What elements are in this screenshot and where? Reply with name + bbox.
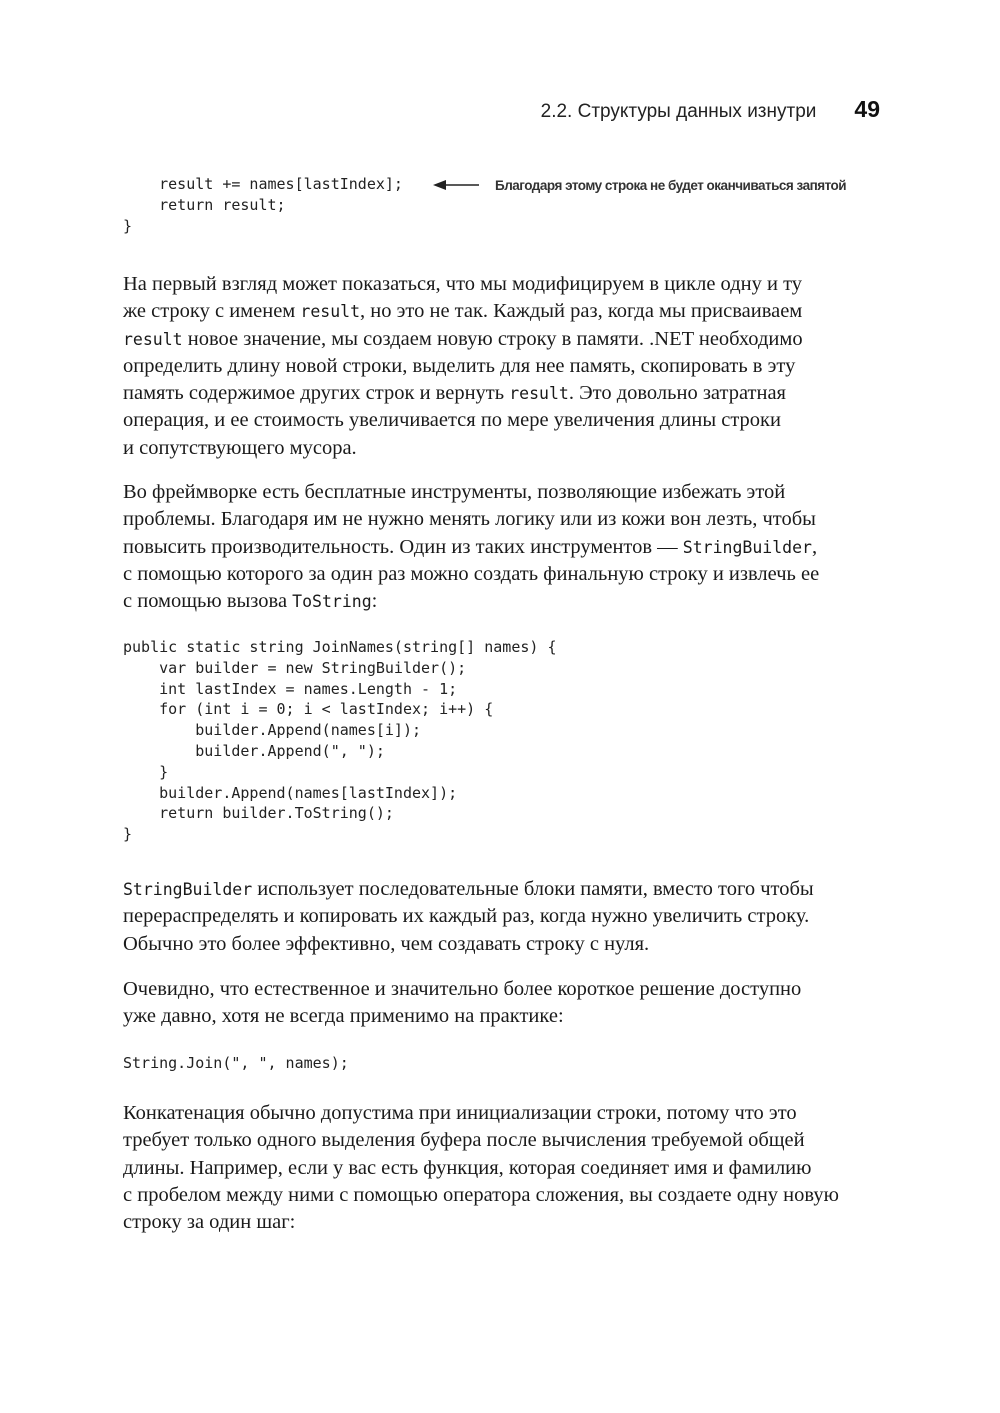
- code-line: return builder.ToString();: [123, 804, 394, 823]
- text-line: [123, 1127, 880, 1154]
- code-line: builder.Append(names[lastIndex]);: [123, 783, 458, 802]
- text-line: [123, 435, 880, 462]
- code-block-joinnames: [123, 637, 556, 845]
- code-line: }: [123, 216, 133, 235]
- inline-code: StringBuilder: [682, 537, 812, 557]
- paragraph-1: [123, 271, 880, 462]
- inline-code: result: [509, 384, 569, 404]
- text-run: На первый взгляд может показаться, что мы модифицируем в цикле одну и ту: [123, 273, 803, 295]
- text-line: [123, 1209, 880, 1236]
- paragraph-2: [123, 479, 880, 615]
- text-run: Очевидно, что естественное и значительно более короткое решение доступно: [123, 978, 802, 1000]
- text-run: с помощью вызова: [123, 590, 293, 613]
- paragraph-4: [123, 976, 880, 1031]
- arrow-left-icon: [433, 179, 479, 191]
- running-title: 2.2. Структуры данных изнутри: [540, 101, 817, 122]
- code-block-string-join: [123, 1053, 349, 1074]
- text-run: определить длину новой строки, выделить для нее память, скопировать в эту: [123, 354, 796, 377]
- text-run: же строку с именем: [123, 300, 301, 323]
- text-line: [123, 1100, 880, 1127]
- text-run: перераспределять и копировать их каждый раз, когда нужно увеличить строку.: [123, 905, 810, 928]
- text-run: Обычно это более эффективно, чем создавать строку с нуля.: [123, 932, 650, 955]
- text-line: [123, 353, 880, 380]
- code-annotation: [433, 174, 846, 196]
- text-run: и сопутствующего мусора.: [123, 436, 357, 459]
- text-run: длины. Например, если у вас есть функция, которая соединяет имя и фамилию: [123, 1156, 812, 1179]
- code-line: result += names[lastIndex];: [123, 175, 403, 193]
- text-line: [123, 903, 880, 930]
- text-run: Конкатенация обычно допустима при инициализации строки, потому что это: [123, 1102, 797, 1124]
- code-line: String.Join(", ", names);: [123, 1054, 349, 1072]
- paragraph-5: [123, 1100, 880, 1236]
- code-line: builder.Append(", ");: [123, 741, 385, 760]
- code-line: builder.Append(names[i]);: [123, 721, 422, 740]
- text-run: проблемы. Благодаря им не нужно менять логику или из кожи вон лезть, чтобы: [123, 508, 816, 531]
- text-line: [123, 876, 880, 903]
- text-line: [123, 380, 880, 407]
- text-line: [123, 561, 880, 588]
- text-run: новое значение, мы создаем новую строку в памяти. .NET необходимо: [182, 327, 803, 350]
- annotation-text: Благодаря этому строка не будет оканчиваться запятой: [495, 177, 847, 193]
- code-line: }: [123, 762, 169, 781]
- page-number: 49: [854, 96, 880, 122]
- text-run: с пробелом между ними с помощью оператора сложения, вы создаете одну новую: [123, 1183, 839, 1206]
- text-line: [123, 534, 880, 561]
- text-line: [123, 326, 880, 353]
- text-line: [123, 931, 880, 958]
- text-run: ,: [811, 535, 818, 558]
- text-run: уже давно, хотя не всегда применимо на практике:: [123, 1005, 564, 1028]
- code-line: public static string JoinNames(string[] names) {: [123, 638, 557, 656]
- code-line: for (int i = 0; i < lastIndex; i++) {: [123, 700, 494, 719]
- text-line: [123, 976, 880, 1003]
- text-run: память содержимое других строк и вернуть: [123, 382, 510, 405]
- running-header: [540, 96, 880, 136]
- text-line: [123, 1003, 880, 1030]
- text-line: [123, 298, 880, 325]
- code-line: }: [123, 825, 133, 844]
- inline-code: ToString: [292, 592, 372, 612]
- inline-code: StringBuilder: [123, 880, 253, 899]
- text-run: строку за один шаг:: [123, 1211, 296, 1234]
- text-run: :: [371, 590, 378, 613]
- text-run: операция, и ее стоимость увеличивается по мере увеличения длины строки: [123, 409, 781, 432]
- text-line: [123, 479, 880, 506]
- text-run: , но это не так. Каждый раз, когда мы присваиваем: [360, 300, 803, 323]
- code-line: var builder = new StringBuilder();: [123, 658, 467, 677]
- text-run: использует последовательные блоки памяти, вместо того чтобы: [252, 878, 814, 900]
- text-run: с помощью которого за один раз можно создать финальную строку и извлечь ее: [123, 562, 820, 585]
- code-line: return result;: [123, 195, 286, 214]
- inline-code: result: [300, 302, 361, 322]
- text-run: Во фреймворке есть бесплатные инструменты, позволяющие избежать этой: [123, 481, 786, 503]
- text-line: [123, 506, 880, 533]
- text-line: [123, 588, 880, 615]
- text-line: [123, 1182, 880, 1209]
- text-run: повысить производительность. Один из таких инструментов —: [123, 535, 683, 558]
- text-run: . Это довольно затратная: [568, 382, 786, 405]
- text-line: [123, 1155, 880, 1182]
- inline-code: result: [123, 329, 183, 349]
- code-line: int lastIndex = names.Length - 1;: [123, 679, 458, 698]
- paragraph-3: [123, 876, 880, 958]
- text-line: [123, 271, 880, 298]
- text-line: [123, 407, 880, 434]
- code-block-continuation: [123, 174, 403, 236]
- text-run: требует только одного выделения буфера после вычисления требуемой общей: [123, 1129, 805, 1152]
